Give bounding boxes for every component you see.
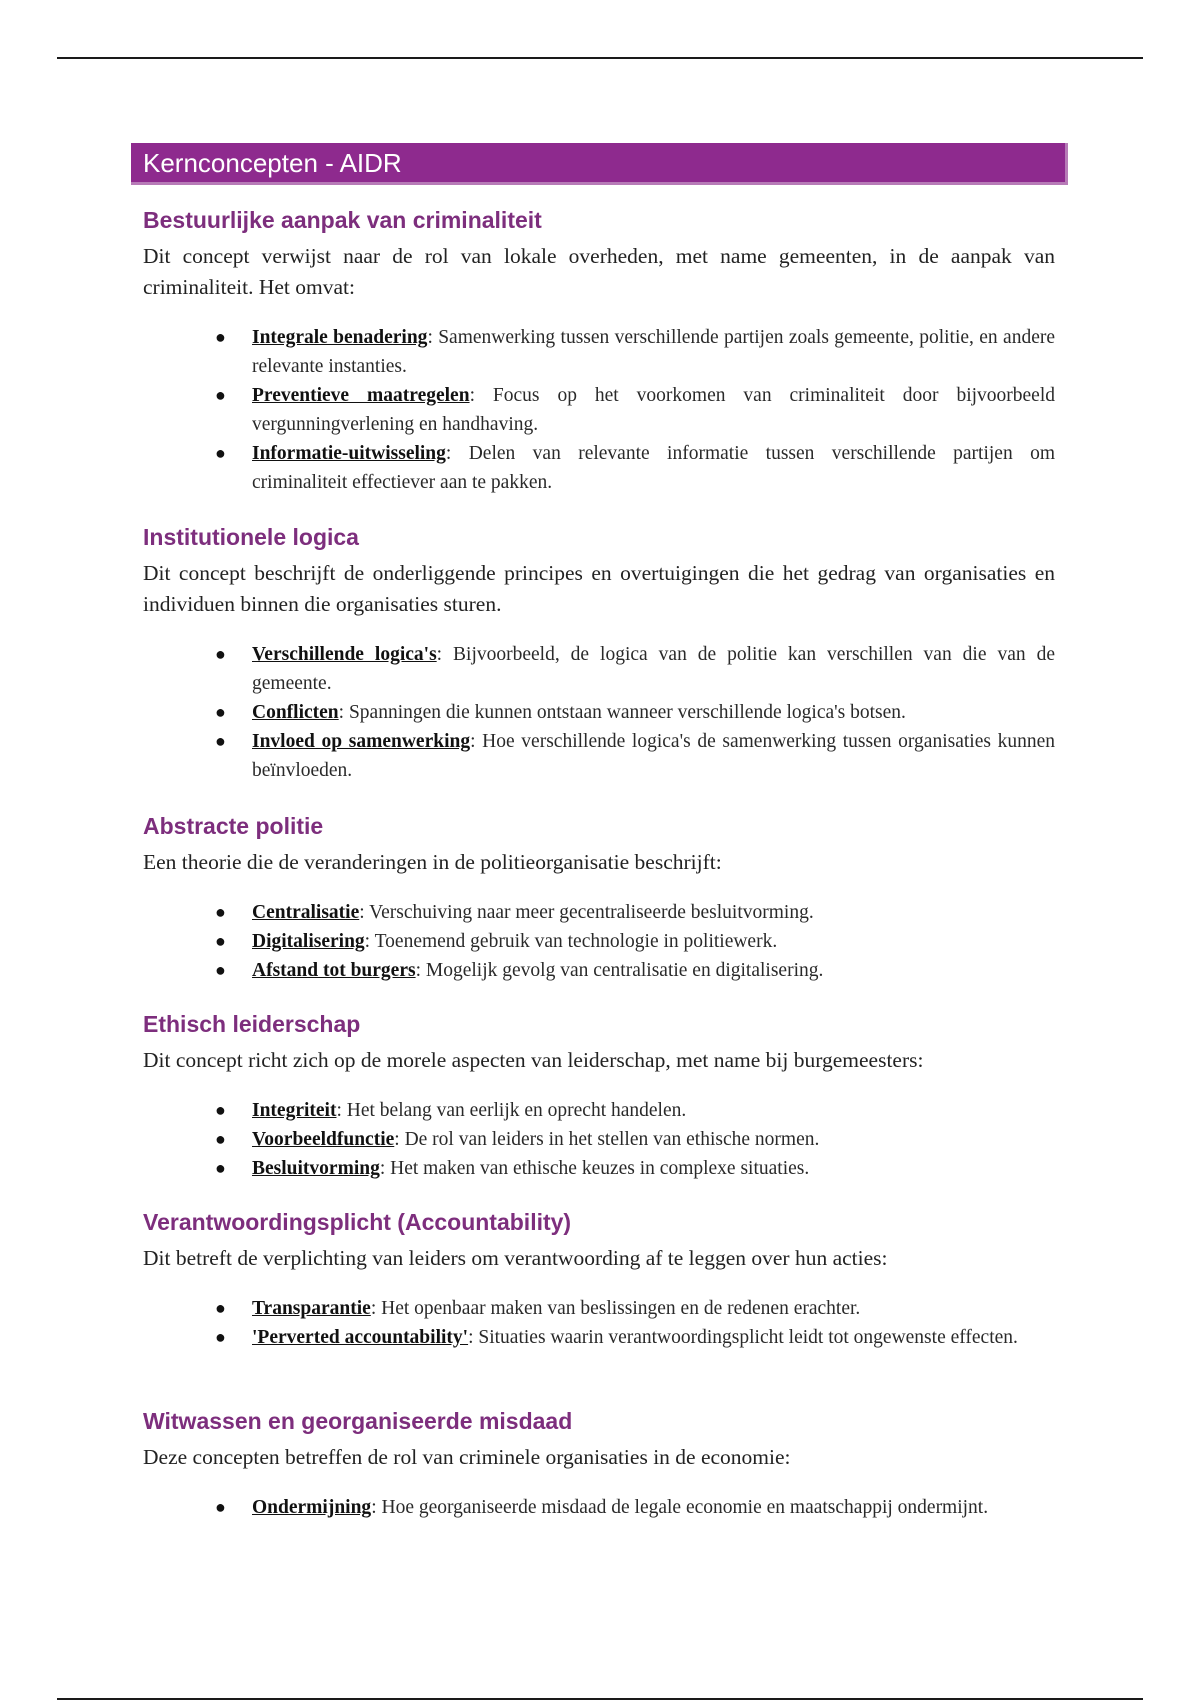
list-item-term: Integrale benadering bbox=[252, 327, 428, 348]
list-item-text: : Delen van relevante informatie tussen verschillende partijen om criminaliteit effectiever aan te pakken. bbox=[252, 443, 1055, 493]
list-item-term: 'Perverted accountability' bbox=[252, 1327, 469, 1348]
section-verantwoordingsplicht bbox=[143, 1207, 1055, 1352]
section-intro: Deze concepten betreffen de rol van criminele organisaties in de economie: bbox=[143, 1445, 791, 1469]
section-heading: Bestuurlijke aanpak van criminaliteit bbox=[143, 207, 542, 233]
bullet-icon: ● bbox=[215, 443, 226, 463]
list-item bbox=[143, 698, 1055, 727]
section-intro: Dit concept beschrijft de onderliggende principes en overtuigingen die het gedrag van organisaties en individuen binnen die organisaties sturen. bbox=[143, 561, 1055, 616]
list-item-term: Voorbeeldfunctie bbox=[252, 1129, 395, 1150]
section-witwassen bbox=[143, 1406, 1055, 1522]
list-item bbox=[143, 1323, 1055, 1352]
list-item-term: Conflicten bbox=[252, 702, 339, 723]
list-item-text: : Spanningen die kunnen ontstaan wanneer verschillende logica's botsen. bbox=[338, 702, 906, 723]
section-bestuurlijke-aanpak bbox=[143, 205, 1055, 497]
bullet-icon: ● bbox=[215, 1158, 226, 1178]
list-item-text: : Samenwerking tussen verschillende partijen zoals gemeente, politie, en andere relevante instanties. bbox=[252, 327, 1055, 377]
bullet-icon: ● bbox=[215, 1497, 226, 1517]
list-item bbox=[143, 381, 1055, 439]
bullet-icon: ● bbox=[215, 644, 226, 664]
list-item bbox=[143, 1096, 1055, 1125]
list-item-term: Ondermijning bbox=[252, 1497, 372, 1518]
section-heading: Institutionele logica bbox=[143, 524, 359, 550]
section-ethisch-leiderschap bbox=[143, 1009, 1055, 1183]
list-item-text: : Toenemend gebruik van technologie in politiewerk. bbox=[364, 931, 778, 952]
list-item-term: Besluitvorming bbox=[252, 1158, 380, 1179]
list-item-term: Invloed op samenwerking bbox=[252, 731, 471, 752]
list-item-text: : Mogelijk gevolg van centralisatie en digitalisering. bbox=[415, 960, 824, 981]
bullet-icon: ● bbox=[215, 1129, 226, 1149]
list-item bbox=[143, 640, 1055, 698]
list-item-text: : Het openbaar maken van beslissingen en de redenen erachter. bbox=[370, 1298, 861, 1319]
list-item-text: : Verschuiving naar meer gecentraliseerde besluitvorming. bbox=[359, 902, 814, 923]
list-item-term: Preventieve maatregelen bbox=[252, 385, 470, 406]
list-item-term: Integriteit bbox=[252, 1100, 337, 1121]
bullet-list bbox=[143, 898, 1055, 985]
list-item-term: Centralisatie bbox=[252, 902, 360, 923]
bullet-list bbox=[143, 1294, 1055, 1352]
bullet-icon: ● bbox=[215, 385, 226, 405]
list-item bbox=[143, 1294, 1055, 1323]
list-item-text: : Het maken van ethische keuzes in complexe situaties. bbox=[379, 1158, 810, 1179]
section-banner: Kernconcepten - AIDR bbox=[131, 143, 1068, 185]
section-institutionele-logica bbox=[143, 522, 1055, 785]
bullet-list bbox=[143, 1096, 1055, 1183]
section-intro: Dit concept richt zich op de morele aspecten van leiderschap, met name bij burgemeesters: bbox=[143, 1048, 924, 1072]
list-item-term: Informatie-uitwisseling bbox=[252, 443, 446, 464]
bullet-icon: ● bbox=[215, 1327, 226, 1347]
list-item bbox=[143, 1493, 1055, 1522]
section-heading: Abstracte politie bbox=[143, 813, 324, 839]
list-item bbox=[143, 927, 1055, 956]
bullet-icon: ● bbox=[215, 702, 226, 722]
bullet-icon: ● bbox=[215, 960, 226, 980]
section-abstracte-politie bbox=[143, 811, 1055, 985]
section-heading: Verantwoordingsplicht (Accountability) bbox=[143, 1209, 572, 1235]
list-item-term: Afstand tot burgers bbox=[252, 960, 416, 981]
list-item bbox=[143, 956, 1055, 985]
section-intro: Dit concept verwijst naar de rol van lokale overheden, met name gemeenten, in de aanpak van criminaliteit. Het omvat: bbox=[143, 244, 1055, 299]
header-rule bbox=[57, 57, 1143, 59]
list-item-text: : Bijvoorbeeld, de logica van de politie kan verschillen van die van de gemeente. bbox=[252, 644, 1055, 694]
section-heading: Ethisch leiderschap bbox=[143, 1011, 361, 1037]
list-item bbox=[143, 323, 1055, 381]
list-item-text: : Focus op het voorkomen van criminaliteit door bijvoorbeeld vergunningverlening en handhaving. bbox=[252, 385, 1056, 435]
bullet-icon: ● bbox=[215, 902, 226, 922]
bullet-icon: ● bbox=[215, 327, 226, 347]
bullet-list bbox=[143, 640, 1055, 785]
bullet-icon: ● bbox=[215, 1100, 226, 1120]
list-item-term: Verschillende logica's bbox=[252, 644, 437, 665]
list-item-text: : Hoe verschillende logica's de samenwerking tussen organisaties kunnen beïnvloeden. bbox=[252, 731, 1056, 781]
list-item bbox=[143, 898, 1055, 927]
bullet-icon: ● bbox=[215, 931, 226, 951]
list-item bbox=[143, 727, 1055, 785]
bullet-list bbox=[143, 1493, 1055, 1522]
list-item-text: : Situaties waarin verantwoordingsplicht leidt tot ongewenste effecten. bbox=[468, 1327, 1018, 1348]
section-intro: Dit betreft de verplichting van leiders om verantwoording af te leggen over hun acties: bbox=[143, 1246, 888, 1270]
section-heading: Witwassen en georganiseerde misdaad bbox=[143, 1408, 573, 1434]
section-intro: Een theorie die de veranderingen in de politieorganisatie beschrijft: bbox=[143, 850, 722, 874]
bullet-icon: ● bbox=[215, 731, 226, 751]
list-item bbox=[143, 1154, 1055, 1183]
list-item bbox=[143, 439, 1055, 497]
list-item-text: : De rol van leiders in het stellen van ethische normen. bbox=[394, 1129, 820, 1150]
list-item-term: Digitalisering bbox=[252, 931, 365, 952]
list-item-text: : Hoe georganiseerde misdaad de legale economie en maatschappij ondermijnt. bbox=[371, 1497, 989, 1518]
list-item bbox=[143, 1125, 1055, 1154]
list-item-text: : Het belang van eerlijk en oprecht handelen. bbox=[336, 1100, 687, 1121]
bullet-icon: ● bbox=[215, 1298, 226, 1318]
bullet-list bbox=[143, 323, 1055, 497]
list-item-term: Transparantie bbox=[252, 1298, 371, 1319]
